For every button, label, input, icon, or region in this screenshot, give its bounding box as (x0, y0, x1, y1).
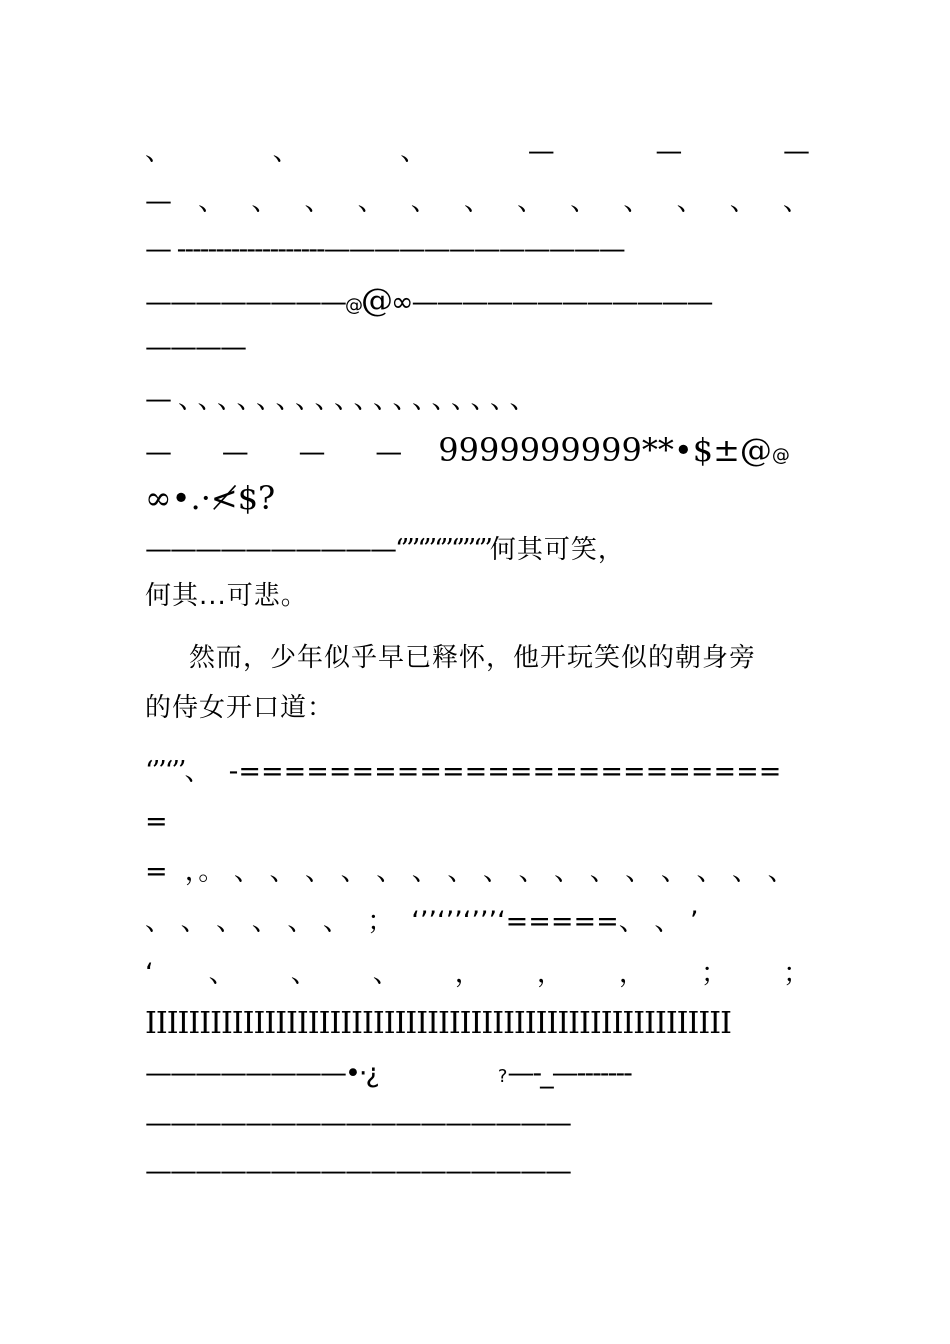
line-7-at-small: @ (771, 445, 790, 466)
text-line-1 (145, 132, 810, 172)
text-line-5 (145, 328, 810, 368)
line-1-seg-2: 、 (272, 136, 300, 167)
line-18-text: IIIIIIIIIIIIIIIIIIIIIIIIIIIIIIIIIIIIIIIIIIIIIIIIIIIIII (145, 1006, 731, 1041)
line-19-dashes: ————————•·¿ (145, 1058, 378, 1089)
line-9-text: 何其可笑， (489, 535, 625, 565)
line-4-at-small: @ (345, 295, 361, 316)
line-16-text: 、 、 、 、 、 、 ； ‘’’‘’’‘’’’‘=====、 、 ’ (145, 906, 699, 937)
line-6-text: —、、、、、、、、、、、、、、、、、、 (145, 384, 543, 415)
line-1-seg-5: — (655, 136, 683, 167)
text-line-7 (145, 430, 810, 470)
line-13-quotes: ‘’’‘’’ (145, 756, 185, 787)
line-2-seg-8: 、 (517, 186, 545, 217)
line-19-tail: —-_—------- (507, 1058, 631, 1089)
text-line-18 (145, 1004, 745, 1044)
line-7-dashes: — — — — (145, 437, 409, 468)
text-line-14 (145, 802, 810, 842)
text-line-16 (145, 902, 810, 942)
line-19-question-small: ? (497, 1066, 508, 1087)
text-line-4 (145, 280, 810, 320)
line-1-seg-3: 、 (400, 136, 428, 167)
line-17-seg-8: ； (700, 958, 728, 989)
line-12-text: 的侍女开口道： (145, 693, 335, 723)
line-4-tail: ∞———————————— (391, 287, 712, 318)
text-line-12 (145, 688, 810, 728)
text-line-19 (145, 1054, 810, 1094)
line-13-text: 、 -======================== (184, 756, 782, 787)
text-line-20 (145, 1104, 810, 1144)
line-4-at-big: @ (361, 281, 391, 319)
line-2-seg-1: — (145, 186, 172, 217)
line-17-seg-6: ， (536, 958, 564, 989)
line-17-seg-3: 、 (290, 958, 318, 989)
line-9-dashes: —————————— (145, 534, 395, 565)
text-line-2 (145, 182, 810, 222)
line-21-text: ————————————————— (145, 1156, 570, 1187)
line-2-seg-11: 、 (676, 186, 704, 217)
line-2-seg-3: 、 (251, 186, 279, 217)
line-2-seg-12: 、 (729, 186, 757, 217)
line-17-seg-9: ； (782, 958, 810, 989)
line-2-seg-9: 、 (570, 186, 598, 217)
line-14-text: = (145, 806, 168, 837)
line-2-seg-6: 、 (410, 186, 438, 217)
line-1-seg-6: — (782, 136, 810, 167)
text-line-13 (145, 752, 810, 792)
line-2-seg-5: 、 (357, 186, 385, 217)
line-2-seg-10: 、 (623, 186, 651, 217)
text-line-11 (145, 638, 810, 678)
line-2-seg-13: 、 (782, 186, 810, 217)
line-10-text: 何其...可悲。 (145, 581, 308, 611)
line-2-seg-4: 、 (304, 186, 332, 217)
line-17-seg-4: 、 (372, 958, 400, 989)
text-line-3 (145, 230, 810, 270)
line-17-seg-1: ‘ (145, 958, 154, 989)
text-line-21 (145, 1152, 810, 1192)
text-line-15 (145, 852, 810, 892)
line-11-text: 然而，少年似乎早已释怀，他开玩笑似的朝身旁 (189, 643, 757, 673)
line-4-dashes: ———————— (145, 287, 345, 318)
text-line-17 (145, 954, 810, 994)
line-1-seg-1: 、 (145, 136, 172, 167)
line-17-seg-5: ， (454, 958, 482, 989)
line-9-quotes: ‘’’’‘’’‘’’‘’’’‘’’ (395, 534, 490, 565)
line-20-text: ————————————————— (145, 1108, 570, 1139)
line-15-text: = ，。 、 、 、 、 、 、 、 、 、 、 、 、 、 、 、 、 (145, 856, 795, 887)
text-line-8 (145, 478, 810, 518)
line-2-seg-7: 、 (463, 186, 491, 217)
text-line-10 (145, 576, 810, 616)
text-line-6 (145, 380, 810, 420)
line-17-seg-7: ， (618, 958, 646, 989)
line-17-seg-2: 、 (208, 958, 236, 989)
line-3-text: — -------------------———————————— (145, 234, 624, 265)
line-1-seg-4: — (527, 136, 555, 167)
line-8-text: ∞•.·≮$? (145, 479, 276, 517)
line-5-text: ———— (145, 332, 245, 363)
line-7-symbols: 9999999999**•$±@ (438, 431, 772, 469)
text-line-9 (145, 530, 835, 570)
line-2-seg-2: 、 (198, 186, 226, 217)
